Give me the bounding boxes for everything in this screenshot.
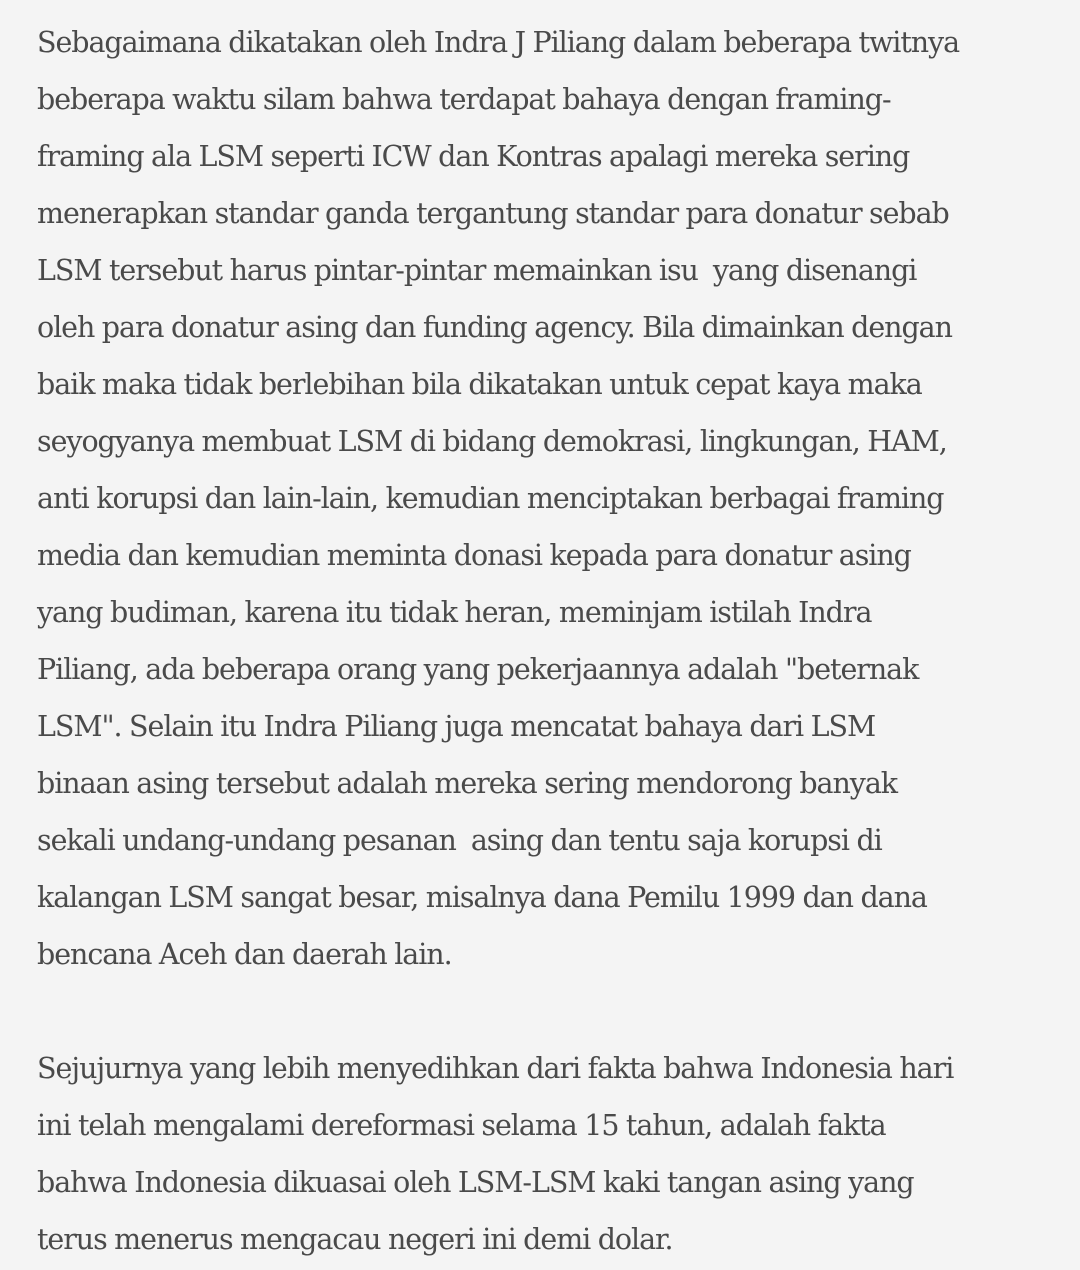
paragraph-line: seyogyanya membuat LSM di bidang demokrasi, lingkungan, HAM, (37, 425, 947, 458)
article-body (37, 14, 1080, 1268)
paragraph-line: oleh para donatur asing dan funding agency. Bila dimainkan dengan (37, 311, 952, 344)
paragraph-line: ini telah mengalami dereformasi selama 15 tahun, adalah fakta (37, 1109, 886, 1142)
paragraph-line: yang budiman, karena itu tidak heran, meminjam istilah Indra (37, 596, 872, 629)
paragraph-line: Sebagaimana dikatakan oleh Indra J Piliang dalam beberapa twitnya (37, 26, 960, 59)
paragraph-line: LSM". Selain itu Indra Piliang juga mencatat bahaya dari LSM (37, 710, 876, 743)
paragraph-line: kalangan LSM sangat besar, misalnya dana Pemilu 1999 dan dana (37, 881, 927, 914)
paragraph-line: media dan kemudian meminta donasi kepada para donatur asing (37, 539, 911, 572)
paragraph-line: binaan asing tersebut adalah mereka sering mendorong banyak (37, 767, 897, 800)
paragraph-line: framing ala LSM seperti ICW dan Kontras apalagi mereka sering (37, 140, 910, 173)
paragraph-line: anti korupsi dan lain-lain, kemudian menciptakan berbagai framing (37, 482, 944, 515)
paragraph-line: sekali undang-undang pesanan asing dan tentu saja korupsi di (37, 824, 882, 857)
paragraph-2 (37, 1040, 1080, 1268)
paragraph-line: baik maka tidak berlebihan bila dikatakan untuk cepat kaya maka (37, 368, 922, 401)
paragraph-line: LSM tersebut harus pintar-pintar memainkan isu yang disenangi (37, 254, 917, 287)
paragraph-spacer (37, 983, 1080, 1040)
paragraph-line: menerapkan standar ganda tergantung standar para donatur sebab (37, 197, 949, 230)
paragraph-line: terus menerus mengacau negeri ini demi dolar. (37, 1223, 673, 1256)
paragraph-line: bencana Aceh dan daerah lain. (37, 938, 452, 971)
paragraph-1 (37, 14, 1080, 983)
paragraph-line: bahwa Indonesia dikuasai oleh LSM-LSM kaki tangan asing yang (37, 1166, 914, 1199)
paragraph-line: Piliang, ada beberapa orang yang pekerjaannya adalah "beternak (37, 653, 919, 686)
paragraph-line: beberapa waktu silam bahwa terdapat bahaya dengan framing- (37, 83, 891, 116)
paragraph-line: Sejujurnya yang lebih menyedihkan dari fakta bahwa Indonesia hari (37, 1052, 954, 1085)
